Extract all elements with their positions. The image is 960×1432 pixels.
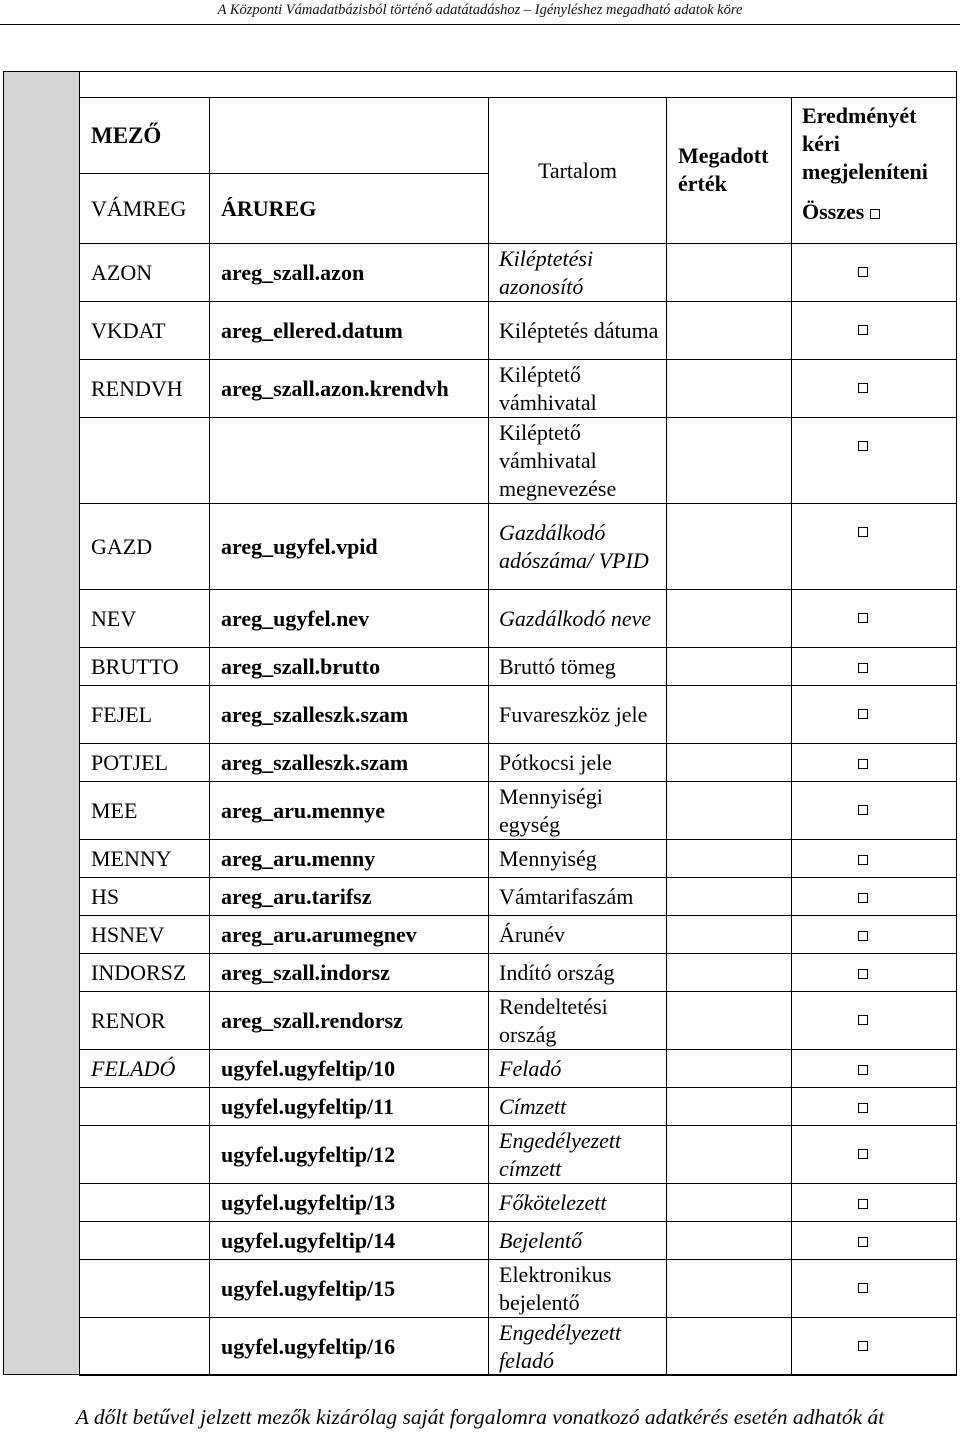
- vamreg-cell: [80, 1184, 210, 1222]
- vamreg-cell: POTJEL: [80, 744, 210, 782]
- eredmeny-checkbox-cell: [792, 1126, 957, 1184]
- eredmeny-checkbox[interactable]: [858, 709, 868, 719]
- header-rule: [0, 24, 960, 25]
- arureg-cell: ugyfel.ugyfeltip/12: [210, 1126, 489, 1184]
- eredmeny-checkbox[interactable]: [858, 893, 868, 903]
- arureg-cell: areg_aru.mennye: [210, 782, 489, 840]
- arureg-cell: areg_ellered.datum: [210, 302, 489, 360]
- table-row: [80, 782, 957, 840]
- osszes-label: Összes: [802, 199, 865, 224]
- eredmeny-checkbox-cell: [792, 1088, 957, 1126]
- arureg-cell: ugyfel.ugyfeltip/14: [210, 1222, 489, 1260]
- eredmeny-checkbox[interactable]: [858, 267, 868, 277]
- table-row: [80, 1260, 957, 1318]
- tartalom-cell: Pótkocsi jele: [489, 744, 667, 782]
- megadott-ertek-input[interactable]: [667, 1126, 792, 1184]
- eredmeny-checkbox-cell: [792, 1184, 957, 1222]
- tartalom-cell: Bruttó tömeg: [489, 648, 667, 686]
- tartalom-cell: Engedélyezett címzett: [489, 1126, 667, 1184]
- megadott-ertek-input[interactable]: [667, 954, 792, 992]
- tartalom-cell: Vámtarifaszám: [489, 878, 667, 916]
- vamreg-cell: [80, 1088, 210, 1126]
- eredmeny-checkbox-cell: [792, 686, 957, 744]
- vamreg-cell: FELADÓ: [80, 1050, 210, 1088]
- arureg-cell: areg_ugyfel.nev: [210, 590, 489, 648]
- eredmeny-checkbox[interactable]: [858, 931, 868, 941]
- arureg-cell: ugyfel.ugyfeltip/11: [210, 1088, 489, 1126]
- megadott-ertek-input[interactable]: [667, 686, 792, 744]
- tartalom-cell: Indító ország: [489, 954, 667, 992]
- megadott-ertek-input[interactable]: [667, 992, 792, 1050]
- eredmeny-checkbox-cell: [792, 744, 957, 782]
- arureg-cell: areg_szall.brutto: [210, 648, 489, 686]
- vamreg-cell: [80, 1222, 210, 1260]
- header-empty: [210, 98, 489, 174]
- eredmeny-checkbox[interactable]: [858, 325, 868, 335]
- table-row: [80, 418, 957, 504]
- eredmeny-checkbox[interactable]: [858, 969, 868, 979]
- tartalom-cell: Főkötelezett: [489, 1184, 667, 1222]
- arureg-cell: [210, 418, 489, 504]
- table-row: [80, 504, 957, 590]
- footer-note: A dőlt betűvel jelzett mezők kizárólag saját forgalomra vonatkozó adatkérés esetén adhatók át: [75, 1405, 885, 1429]
- vamreg-cell: GAZD: [80, 504, 210, 590]
- eredmeny-checkbox[interactable]: [858, 663, 868, 673]
- vamreg-cell: NEV: [80, 590, 210, 648]
- megadott-ertek-input[interactable]: [667, 1050, 792, 1088]
- arureg-cell: ugyfel.ugyfeltip/10: [210, 1050, 489, 1088]
- table-row: [80, 686, 957, 744]
- tartalom-cell: Gazdálkodó adószáma/ VPID: [489, 504, 667, 590]
- eredmeny-checkbox[interactable]: [858, 759, 868, 769]
- megadott-ertek-input[interactable]: [667, 1260, 792, 1318]
- arureg-cell: areg_szall.azon: [210, 244, 489, 302]
- table-row: [80, 1126, 957, 1184]
- table-row: [80, 992, 957, 1050]
- vamreg-cell: HS: [80, 878, 210, 916]
- eredmeny-checkbox-cell: [792, 1260, 957, 1318]
- megadott-ertek-input[interactable]: [667, 360, 792, 418]
- eredmeny-checkbox-cell: [792, 590, 957, 648]
- table-row: [80, 878, 957, 916]
- table-row: [80, 1184, 957, 1222]
- megadott-ertek-input[interactable]: [667, 244, 792, 302]
- tartalom-cell: Gazdálkodó neve: [489, 590, 667, 648]
- eredmeny-checkbox[interactable]: [858, 383, 868, 393]
- field-selection-table: [79, 97, 957, 1376]
- vamreg-cell: HSNEV: [80, 916, 210, 954]
- arureg-cell: areg_szall.rendorsz: [210, 992, 489, 1050]
- vamreg-cell: FEJEL: [80, 686, 210, 744]
- megadott-ertek-input[interactable]: [667, 648, 792, 686]
- eredmeny-checkbox[interactable]: [858, 1015, 868, 1025]
- table-row: [80, 916, 957, 954]
- tartalom-cell: Feladó: [489, 1050, 667, 1088]
- header-vamreg: VÁMREG: [80, 174, 210, 244]
- vamreg-cell: [80, 418, 210, 504]
- page-header: A Központi Vámadatbázisból történő adatátadáshoz – Igényléshez megadható adatok köre: [217, 2, 743, 18]
- eredmeny-checkbox-cell: [792, 418, 957, 504]
- eredmeny-checkbox[interactable]: [858, 855, 868, 865]
- tartalom-cell: Elektronikus bejelentő: [489, 1260, 667, 1318]
- eredmeny-checkbox[interactable]: [858, 1149, 868, 1159]
- eredmeny-checkbox-cell: [792, 302, 957, 360]
- header-eredmenyt: [792, 98, 957, 244]
- table-row: [80, 360, 957, 418]
- arureg-cell: areg_aru.arumegnev: [210, 916, 489, 954]
- vamreg-cell: MENNY: [80, 840, 210, 878]
- tartalom-cell: Kiléptetési azonosító: [489, 244, 667, 302]
- table-row: [80, 1318, 957, 1376]
- table-row: [80, 744, 957, 782]
- table-row: [80, 590, 957, 648]
- eredmeny-checkbox-cell: [792, 244, 957, 302]
- eredmeny-checkbox-cell: [792, 878, 957, 916]
- megadott-ertek-input[interactable]: [667, 1318, 792, 1376]
- header-arureg: ÁRUREG: [210, 174, 489, 244]
- eredmeny-checkbox[interactable]: [858, 1237, 868, 1247]
- arureg-cell: ugyfel.ugyfeltip/13: [210, 1184, 489, 1222]
- tartalom-cell: Kiléptető vámhivatal megnevezése: [489, 418, 667, 504]
- eredmeny-checkbox[interactable]: [858, 1283, 868, 1293]
- header-row-1: [80, 98, 957, 174]
- eredmeny-checkbox[interactable]: [858, 441, 868, 451]
- vamreg-cell: RENDVH: [80, 360, 210, 418]
- eredmeny-checkbox-cell: [792, 992, 957, 1050]
- megadott-ertek-input[interactable]: [667, 1184, 792, 1222]
- arureg-cell: ugyfel.ugyfeltip/16: [210, 1318, 489, 1376]
- eredmeny-checkbox[interactable]: [858, 1065, 868, 1075]
- table-row: [80, 648, 957, 686]
- eredmeny-checkbox-cell: [792, 504, 957, 590]
- table-row: [80, 1088, 957, 1126]
- vamreg-cell: VKDAT: [80, 302, 210, 360]
- megadott-ertek-input[interactable]: [667, 302, 792, 360]
- megadott-ertek-input[interactable]: [667, 916, 792, 954]
- header-tartalom: Tartalom: [489, 98, 667, 244]
- table-row: [80, 840, 957, 878]
- tartalom-cell: Árunév: [489, 916, 667, 954]
- megadott-ertek-input[interactable]: [667, 878, 792, 916]
- tartalom-cell: Kiléptetés dátuma: [489, 302, 667, 360]
- table-row: [80, 244, 957, 302]
- header-eredmenyt-label: Eredményét kéri megjeleníteni: [802, 103, 928, 184]
- tartalom-cell: Engedélyezett feladó: [489, 1318, 667, 1376]
- arureg-cell: ugyfel.ugyfeltip/15: [210, 1260, 489, 1318]
- arureg-cell: areg_szalleszk.szam: [210, 686, 489, 744]
- vamreg-cell: AZON: [80, 244, 210, 302]
- arureg-cell: areg_aru.tarifsz: [210, 878, 489, 916]
- tartalom-cell: Címzett: [489, 1088, 667, 1126]
- tartalom-cell: Rendeltetési ország: [489, 992, 667, 1050]
- eredmeny-checkbox-cell: [792, 1050, 957, 1088]
- tartalom-cell: Mennyiségi egység: [489, 782, 667, 840]
- arureg-cell: areg_szalleszk.szam: [210, 744, 489, 782]
- eredmeny-checkbox[interactable]: [858, 805, 868, 815]
- eredmeny-checkbox-cell: [792, 360, 957, 418]
- megadott-ertek-input[interactable]: [667, 1088, 792, 1126]
- vamreg-cell: INDORSZ: [80, 954, 210, 992]
- eredmeny-checkbox[interactable]: [858, 1103, 868, 1113]
- eredmeny-checkbox-cell: [792, 648, 957, 686]
- header-megadott-ertek: Megadott érték: [667, 98, 792, 244]
- vamreg-cell: [80, 1126, 210, 1184]
- arureg-cell: areg_szall.azon.krendvh: [210, 360, 489, 418]
- arureg-cell: areg_aru.menny: [210, 840, 489, 878]
- eredmeny-checkbox-cell: [792, 1318, 957, 1376]
- osszes-option[interactable]: [802, 198, 880, 226]
- vamreg-cell: MEE: [80, 782, 210, 840]
- megadott-ertek-input[interactable]: [667, 1222, 792, 1260]
- eredmeny-checkbox-cell: [792, 782, 957, 840]
- arureg-cell: areg_ugyfel.vpid: [210, 504, 489, 590]
- eredmeny-checkbox[interactable]: [858, 1199, 868, 1209]
- megadott-ertek-input[interactable]: [667, 744, 792, 782]
- header-mezo: MEZŐ: [80, 98, 210, 174]
- megadott-ertek-input[interactable]: [667, 590, 792, 648]
- table-row: [80, 1222, 957, 1260]
- eredmeny-checkbox[interactable]: [858, 527, 868, 537]
- tartalom-cell: Bejelentő: [489, 1222, 667, 1260]
- table-row: [80, 1050, 957, 1088]
- vamreg-cell: BRUTTO: [80, 648, 210, 686]
- megadott-ertek-input[interactable]: [667, 418, 792, 504]
- table-row: [80, 954, 957, 992]
- tartalom-cell: Mennyiség: [489, 840, 667, 878]
- eredmeny-checkbox-cell: [792, 840, 957, 878]
- osszes-checkbox[interactable]: [870, 209, 880, 219]
- eredmeny-checkbox-cell: [792, 916, 957, 954]
- megadott-ertek-input[interactable]: [667, 504, 792, 590]
- eredmeny-checkbox[interactable]: [858, 613, 868, 623]
- table-row: [80, 302, 957, 360]
- tartalom-cell: Kiléptető vámhivatal: [489, 360, 667, 418]
- megadott-ertek-input[interactable]: [667, 782, 792, 840]
- megadott-ertek-input[interactable]: [667, 840, 792, 878]
- eredmeny-checkbox-cell: [792, 954, 957, 992]
- arureg-cell: areg_szall.indorsz: [210, 954, 489, 992]
- vamreg-cell: [80, 1260, 210, 1318]
- eredmeny-checkbox-cell: [792, 1222, 957, 1260]
- eredmeny-checkbox[interactable]: [858, 1341, 868, 1351]
- vamreg-cell: RENOR: [80, 992, 210, 1050]
- tartalom-cell: Fuvareszköz jele: [489, 686, 667, 744]
- vamreg-cell: [80, 1318, 210, 1376]
